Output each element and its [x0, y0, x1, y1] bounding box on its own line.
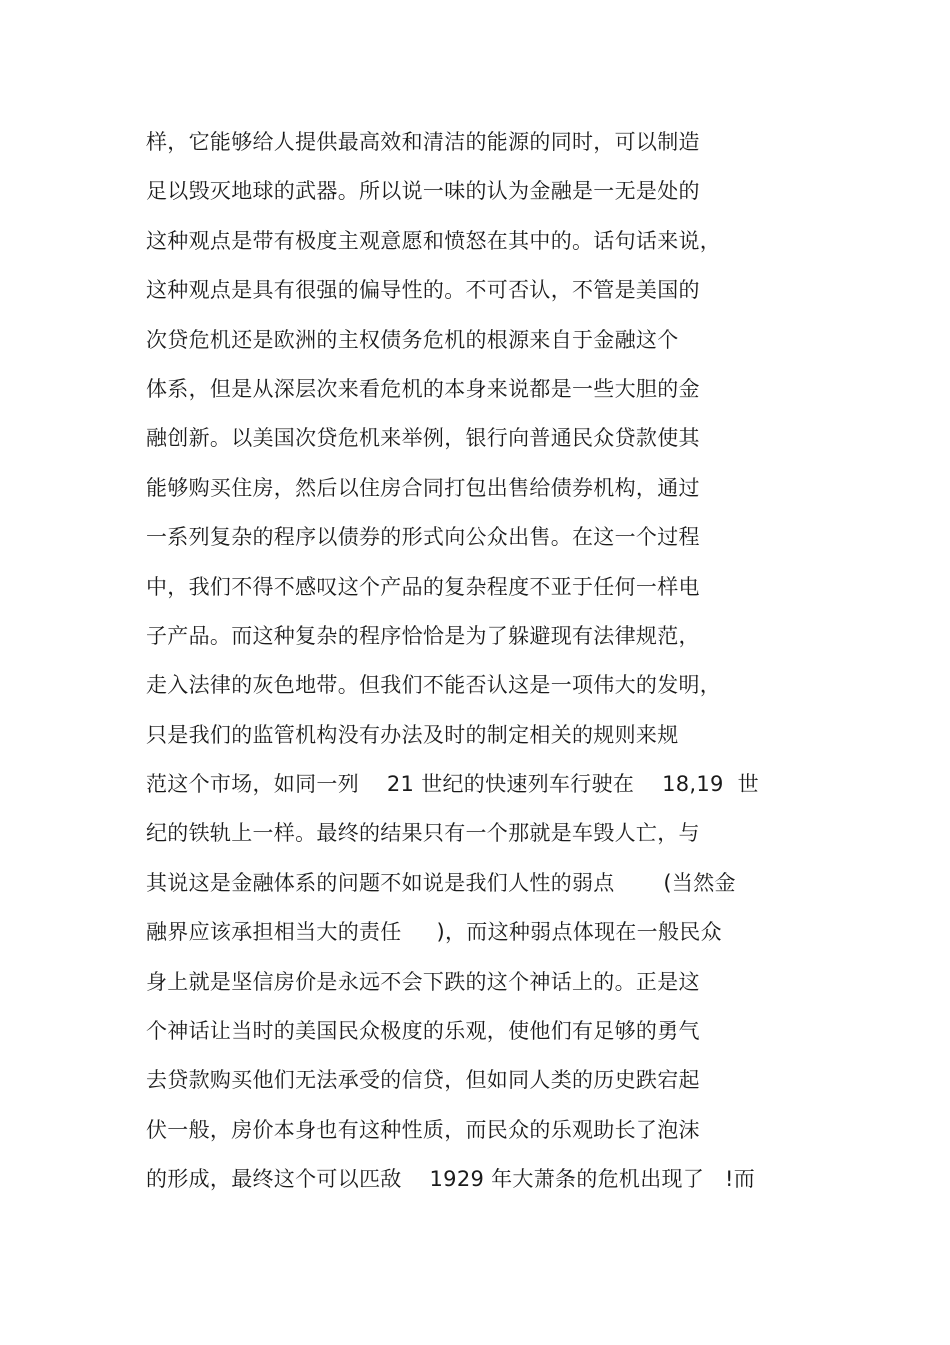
text-line: 走入法律的灰色地带。但我们不能否认这是一项伟大的发明，: [146, 673, 722, 698]
text-line: 次贷危机还是欧洲的主权债务危机的根源来自于金融这个: [146, 327, 679, 352]
text-line: 其说这是金融体系的问题不如说是我们人性的弱点 (当然金: [146, 870, 736, 895]
body-text: [146, 118, 826, 1205]
text-line: 去贷款购买他们无法承受的信贷，但如同人类的历史跌宕起: [146, 1068, 700, 1093]
text-line: 体系，但是从深层次来看危机的本身来说都是一些大胆的金: [146, 376, 700, 401]
text-line: 纪的铁轨上一样。最终的结果只有一个那就是车毁人亡，与: [146, 821, 700, 846]
text-line: 的形成，最终这个可以匹敌 1929 年大萧条的危机出现了 !而: [146, 1167, 756, 1192]
text-line: 伏一般，房价本身也有这种性质，而民众的乐观助长了泡沫: [146, 1117, 700, 1142]
text-line: 能够购买住房，然后以住房合同打包出售给债券机构，通过: [146, 475, 700, 500]
text-line: 一系列复杂的程序以债券的形式向公众出售。在这一个过程: [146, 525, 700, 550]
text-line: 子产品。而这种复杂的程序恰恰是为了躲避现有法律规范，: [146, 623, 700, 648]
text-line: 融创新。以美国次贷危机来举例，银行向普通民众贷款使其: [146, 426, 700, 451]
text-line: 中，我们不得不感叹这个产品的复杂程度不亚于任何一样电: [146, 574, 700, 599]
text-line: 样，它能够给人提供最高效和清洁的能源的同时，可以制造: [146, 130, 700, 154]
text-line: 融界应该承担相当大的责任 )，而这种弱点体现在一般民众: [146, 920, 722, 945]
text-line: 个神话让当时的美国民众极度的乐观，使他们有足够的勇气: [146, 1019, 700, 1044]
text-line: 足以毁灭地球的武器。所以说一味的认为金融是一无是处的: [146, 179, 700, 204]
text-line: 这种观点是具有很强的偏导性的。不可否认，不管是美国的: [146, 278, 700, 303]
text-line: 身上就是坚信房价是永远不会下跌的这个神话上的。正是这: [146, 969, 700, 994]
text-line: 范这个市场，如同一列 21 世纪的快速列车行驶在 18,19 世: [146, 772, 759, 797]
text-line: 只是我们的监管机构没有办法及时的制定相关的规则来规: [146, 722, 679, 747]
text-line: 这种观点是带有极度主观意愿和愤怒在其中的。话句话来说，: [146, 228, 722, 253]
